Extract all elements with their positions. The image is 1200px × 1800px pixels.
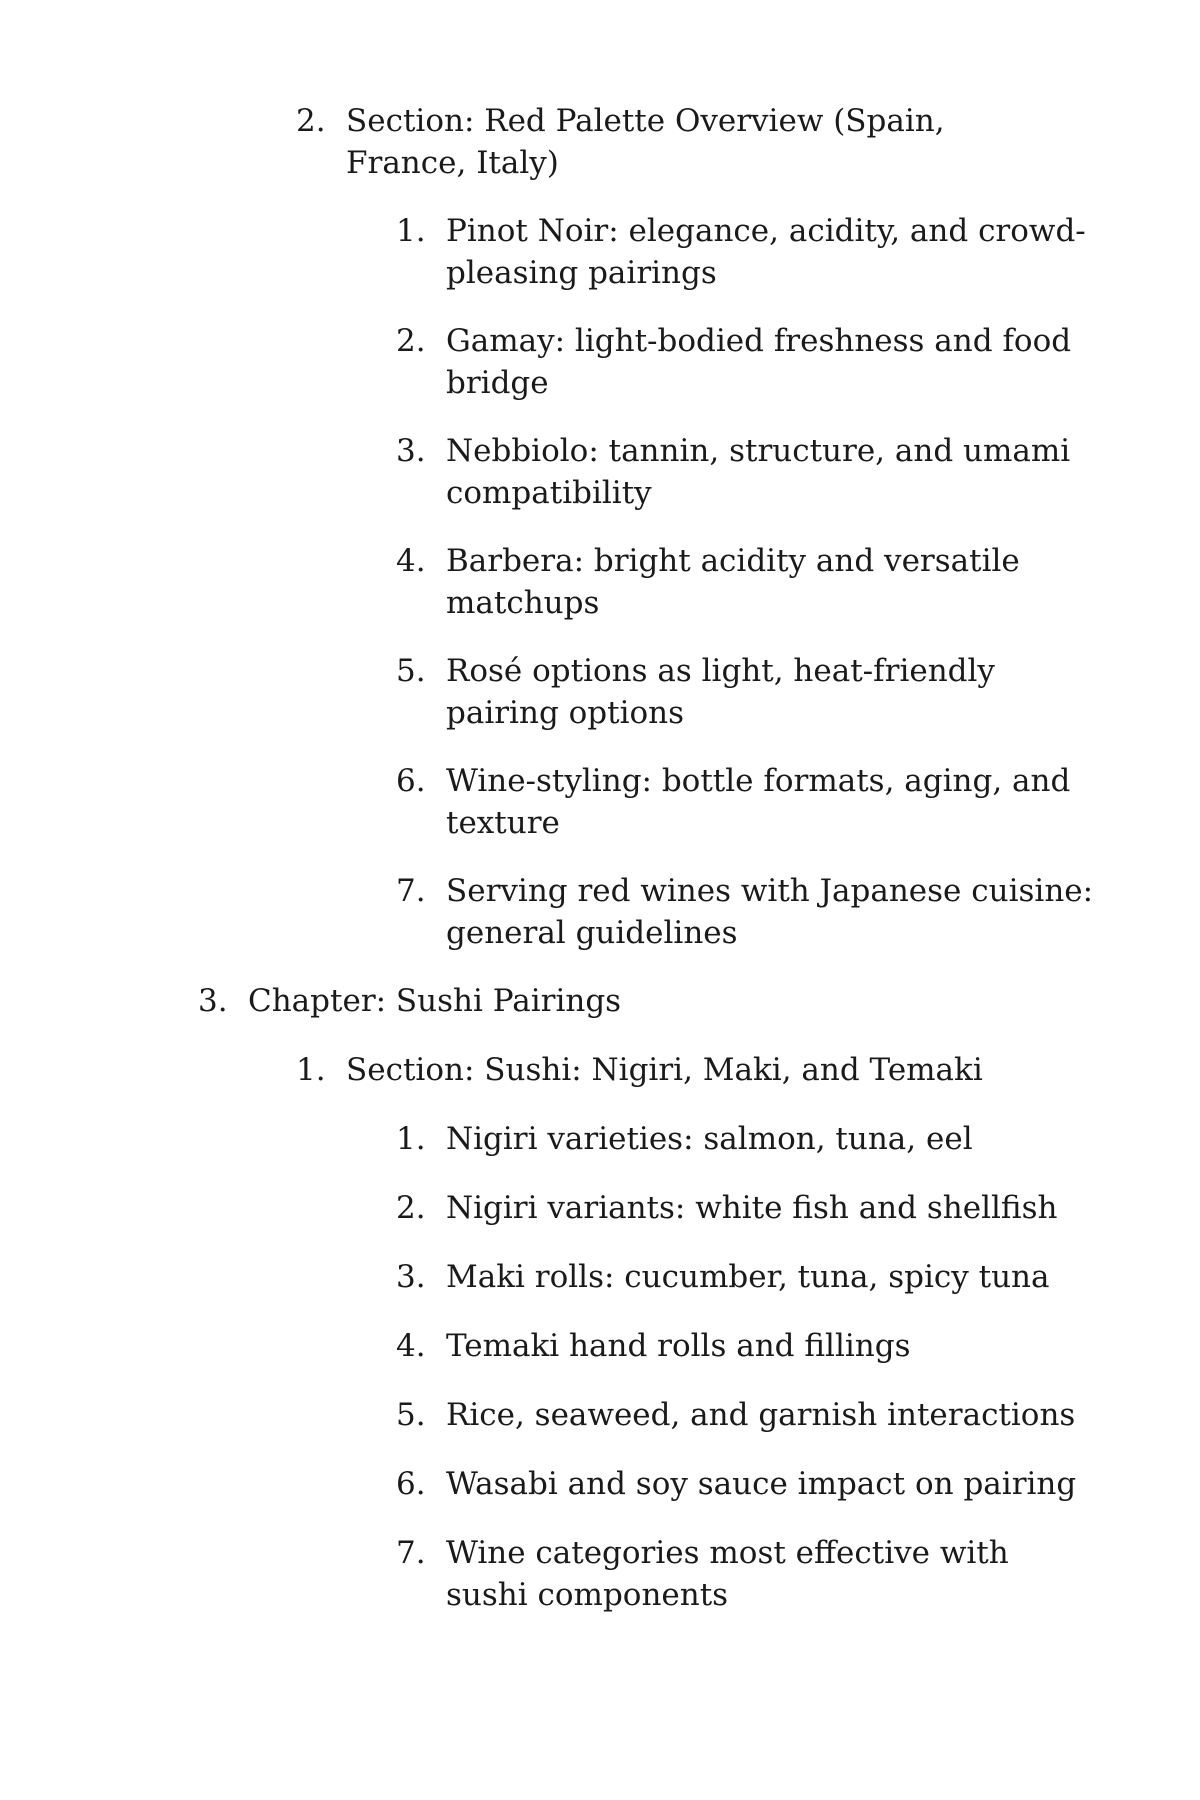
chapter-sushi-heading bbox=[198, 980, 1098, 1022]
list-item-text: Gamay: light-bodied freshness and food bridge bbox=[446, 323, 1072, 401]
list-item-text: Rosé options as light, heat-friendly pairing options bbox=[446, 653, 995, 731]
list-number: 4. bbox=[396, 1328, 426, 1364]
list-number: 1. bbox=[396, 213, 426, 249]
list-item bbox=[396, 320, 1096, 404]
list-item bbox=[396, 1463, 1096, 1505]
list-item bbox=[396, 1256, 1096, 1298]
list-item-text: Serving red wines with Japanese cuisine: general guidelines bbox=[446, 873, 1094, 951]
list-number: 2. bbox=[396, 1190, 426, 1226]
section-title: Section: Sushi: Nigiri, Maki, and Temaki bbox=[346, 1052, 983, 1088]
list-item bbox=[396, 760, 1096, 844]
list-item bbox=[396, 1394, 1096, 1436]
section-red-palette-heading bbox=[296, 100, 1056, 184]
list-number: 6. bbox=[396, 1466, 426, 1502]
list-item bbox=[396, 650, 1096, 734]
list-item-text: Nebbiolo: tannin, structure, and umami compatibility bbox=[446, 433, 1071, 511]
list-item-text: Rice, seaweed, and garnish interactions bbox=[446, 1397, 1076, 1433]
list-number: 7. bbox=[396, 1535, 426, 1571]
list-item bbox=[396, 210, 1096, 294]
list-item-text: Nigiri variants: white fish and shellfish bbox=[446, 1190, 1058, 1226]
list-item-text: Nigiri varieties: salmon, tuna, eel bbox=[446, 1121, 973, 1157]
list-number: 2. bbox=[396, 323, 426, 359]
list-number: 5. bbox=[396, 653, 426, 689]
list-number: 3. bbox=[198, 983, 228, 1019]
list-item-text: Pinot Noir: elegance, acidity, and crowd-pleasing pairings bbox=[446, 213, 1086, 291]
list-item bbox=[396, 1187, 1096, 1229]
section-title: Section: Red Palette Overview (Spain, France, Italy) bbox=[346, 103, 945, 181]
list-item-text: Maki rolls: cucumber, tuna, spicy tuna bbox=[446, 1259, 1050, 1295]
list-number: 3. bbox=[396, 433, 426, 469]
list-number: 1. bbox=[396, 1121, 426, 1157]
list-item bbox=[396, 1118, 1096, 1160]
list-number: 5. bbox=[396, 1397, 426, 1433]
list-item bbox=[396, 540, 1096, 624]
list-number: 1. bbox=[296, 1052, 326, 1088]
list-item-text: Temaki hand rolls and fillings bbox=[446, 1328, 911, 1364]
list-item bbox=[396, 1532, 1096, 1616]
list-item bbox=[396, 430, 1096, 514]
list-item bbox=[396, 1325, 1096, 1367]
list-number: 4. bbox=[396, 543, 426, 579]
list-number: 7. bbox=[396, 873, 426, 909]
list-number: 6. bbox=[396, 763, 426, 799]
section-sushi-heading bbox=[296, 1049, 1056, 1091]
list-item-text: Wine categories most effective with sushi components bbox=[446, 1535, 1009, 1613]
list-number: 3. bbox=[396, 1259, 426, 1295]
list-number: 2. bbox=[296, 103, 326, 139]
chapter-title: Chapter: Sushi Pairings bbox=[248, 983, 622, 1019]
list-item-text: Barbera: bright acidity and versatile matchups bbox=[446, 543, 1020, 621]
list-item bbox=[396, 870, 1096, 954]
list-item-text: Wine-styling: bottle formats, aging, and texture bbox=[446, 763, 1071, 841]
list-item-text: Wasabi and soy sauce impact on pairing bbox=[446, 1466, 1077, 1502]
